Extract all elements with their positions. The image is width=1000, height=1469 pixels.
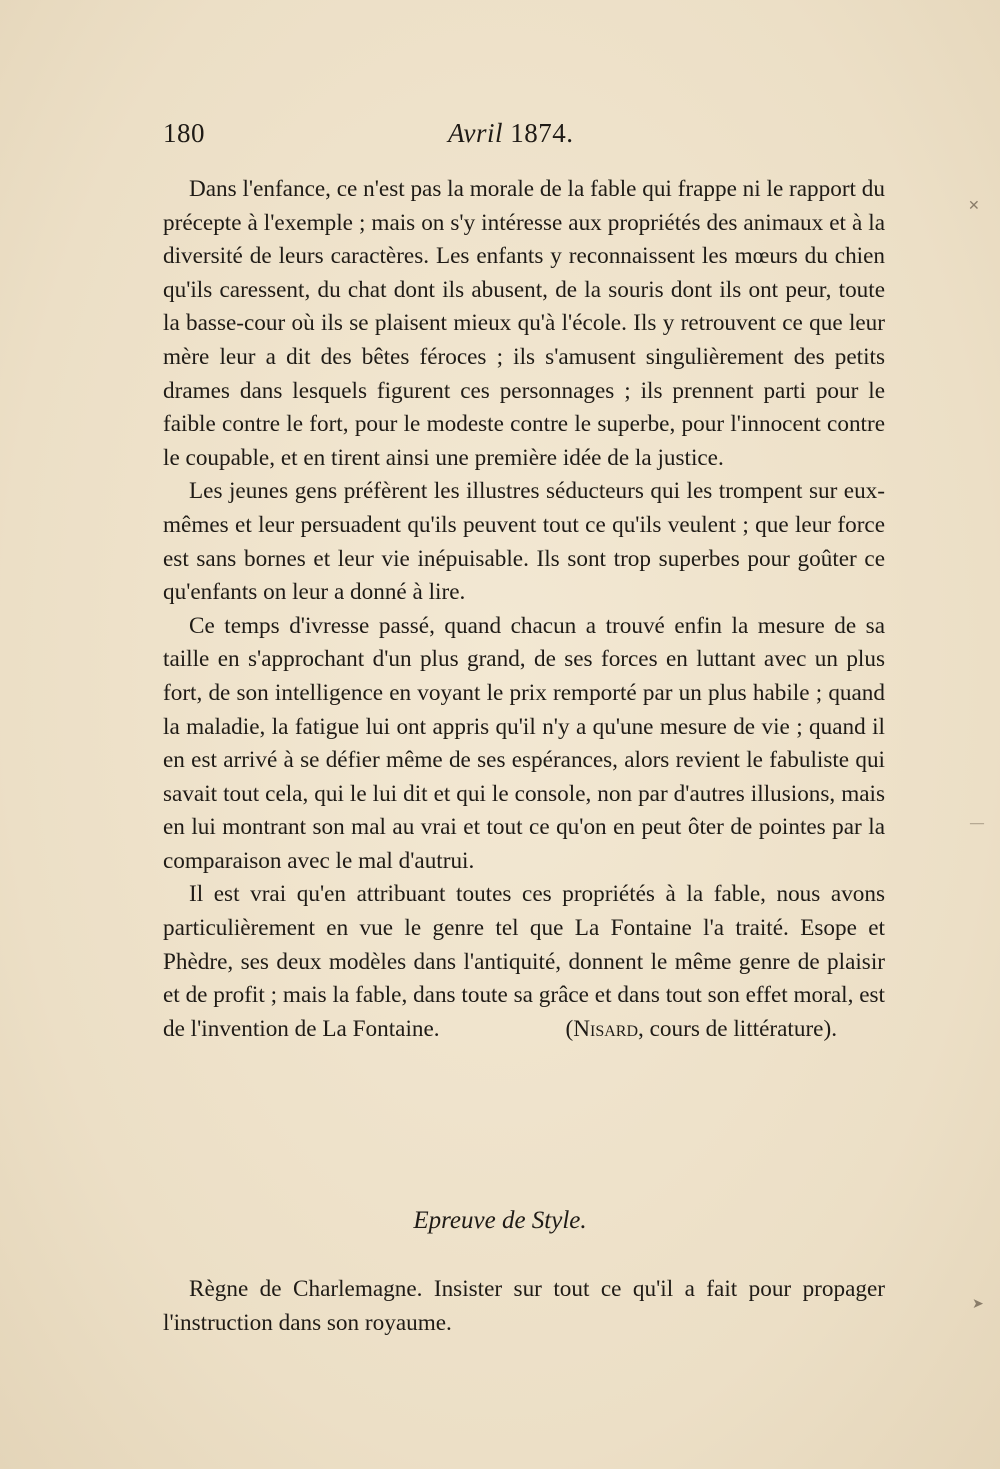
running-title-year: 1874.: [510, 118, 574, 148]
page-header: [163, 118, 843, 158]
citation-author: Nisard: [573, 1015, 639, 1042]
running-title-month: Avril: [448, 118, 503, 148]
paragraph-la-fontaine: [163, 878, 885, 1046]
section-heading: Epreuve de Style.: [413, 1207, 587, 1234]
exercise-text-block: [163, 1273, 885, 1340]
citation: [540, 1013, 837, 1047]
paragraph-childhood: Dans l'enfance, ce n'est pas la morale de la fable qui frappe ni le rapport du précepte à l'exemple ; mais on s'y intéresse aux propriétés des animaux et à la diversité de leurs caractères. Les enfants y reconnaissent les mœurs du chien qu'ils caressent, du chat dont ils abusent, de la souris dont ils ont peur, toute la basse-cour où ils se plaisent mieux qu'à l'école. Ils y retrouvent ce que leur mère leur a dit des bêtes féroces ; ils s'amusent singulièrement des petits drames dans lesquels figurent ces personnages ; ils prennent parti pour le faible contre le fort, pour le modeste contre le superbe, pour l'innocent contre le coupable, et en tirent ainsi une première idée de la justice.: [163, 176, 885, 471]
margin-speck: ➤: [972, 1297, 984, 1312]
paragraph-la-fontaine-text: Il est vrai qu'en attribuant toutes ces propriétés à la fable, nous avons particulièrement en vue le genre tel que La Fontaine l'a traité. Esope et Phèdre, ses deux modèles dans l'antiquité, donnent le même genre de plaisir et de profit ; mais la fable, dans toute sa grâce et dans tout son effet moral, est de l'invention de La Fontaine.: [163, 881, 885, 1042]
main-text: [163, 173, 885, 1046]
paragraph-youth: Les jeunes gens préfèrent les illustres séducteurs qui les trompent sur eux-mêmes et leur persuadent qu'ils peuvent tout ce qu'ils veulent ; que leur force est sans bornes et leur vie inépuisable. Ils sont trop superbes pour goûter ce qu'enfants on leur a donné à lire.: [163, 478, 885, 606]
citation-open: (: [565, 1015, 574, 1042]
page-number: 180: [163, 118, 205, 148]
citation-rest: , cours de littérature).: [638, 1015, 837, 1042]
paragraph-maturity: Ce temps d'ivresse passé, quand chacun a trouvé enfin la mesure de sa taille en s'approchant d'un plus grand, de ses forces en luttant avec un plus fort, de son intelligence en voyant le prix remporté par un plus habile ; quand la maladie, la fatigue lui ont appris qu'il n'y a qu'une mesure de vie ; quand il en est arrivé à se défier même de ses espérances, alors revient le fabuliste qui savait tout cela, qui le lui dit et qui le console, non par d'autres illusions, mais en lui montrant son mal au vrai et tout ce qu'on en peut ôter de pointes par la comparaison avec le mal d'autrui.: [163, 612, 885, 874]
margin-speck: ✕: [968, 199, 980, 214]
margin-speck: —: [970, 816, 984, 831]
exercise-text: Règne de Charlemagne. Insister sur tout ce qu'il a fait pour propager l'instruction dans son royaume.: [163, 1276, 885, 1336]
running-title: [448, 118, 574, 149]
